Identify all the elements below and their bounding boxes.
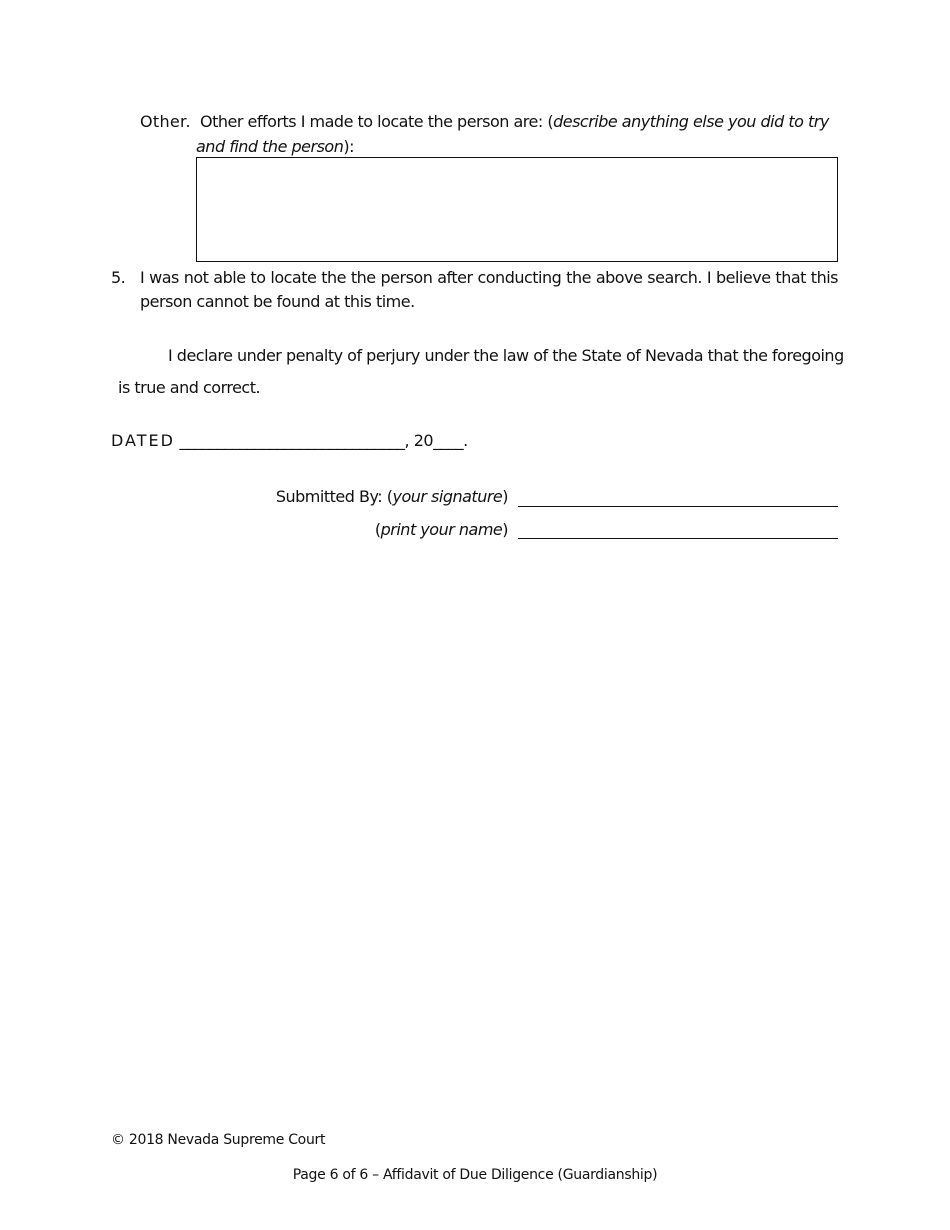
your-signature-text: your signature — [392, 487, 503, 506]
footer-page-number: Page 6 of 6 – Affidavit of Due Diligence (Guardianship) — [292, 1167, 658, 1183]
item5-line1: I was not able to locate the the person after conducting the above search. I believe that this — [140, 268, 838, 287]
signature-line[interactable] — [518, 506, 838, 507]
dated-line — [111, 429, 468, 453]
other-instruction-line1: describe anything else you did to try — [553, 112, 829, 131]
item5-line2: person cannot be found at this time. — [140, 292, 415, 311]
print-your-name-text: print your name — [380, 520, 503, 539]
other-efforts-textbox[interactable] — [196, 157, 838, 262]
print-close: ) — [502, 520, 508, 539]
other-paragraph — [140, 110, 829, 134]
submitted-close: ) — [502, 487, 508, 506]
other-paragraph-line2 — [196, 135, 354, 159]
print-open: ( — [374, 520, 381, 539]
print-name-label — [300, 518, 508, 542]
dated-blank: ______________________________, 20____. — [179, 431, 468, 450]
dated-label: DATED — [111, 431, 175, 450]
submitted-by-text: Submitted By: ( — [275, 487, 393, 506]
print-name-line[interactable] — [518, 538, 838, 539]
other-intro: Other efforts I made to locate the person are: ( — [200, 112, 554, 131]
item5-number: 5. — [111, 268, 126, 287]
declaration-line1: I declare under penalty of perjury under the law of the State of Nevada that the foregoing — [168, 346, 844, 365]
submitted-by-label — [274, 485, 508, 509]
other-instruction-line2: and find the person — [196, 137, 344, 156]
other-label: Other. — [140, 112, 191, 131]
other-closing: ): — [343, 137, 354, 156]
footer-copyright: © 2018 Nevada Supreme Court — [111, 1132, 326, 1148]
declaration-line2: is true and correct. — [118, 378, 261, 397]
